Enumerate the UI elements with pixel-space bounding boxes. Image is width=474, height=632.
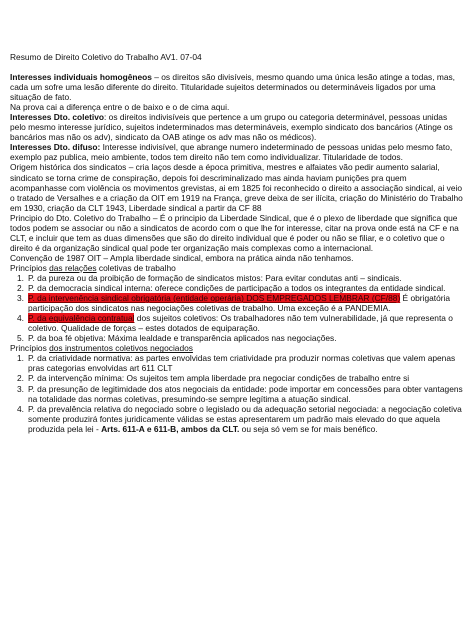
list-item <box>10 373 465 383</box>
section-heading-instrumentos <box>10 343 465 353</box>
list-item <box>10 353 465 373</box>
list-number: 4. <box>17 403 24 414</box>
list-relacoes <box>10 273 465 343</box>
heading-underlined: dos instrumentos coletivos negociados <box>49 343 193 354</box>
list-item-text: P. da intervenção mínima: Os sujeitos tem ampla liberdade pra negociar condições de trabalho entre si <box>28 373 410 384</box>
list-item-text: ou seja só vem se for mais benéfico. <box>239 423 378 434</box>
term-individuais: Interesses individuais homogêneos <box>10 72 152 83</box>
paragraph-convencao: Convenção de 1987 OIT – Ampla liberdade sindical, embora na prática ainda não tenhamos. <box>10 252 354 263</box>
document-title: Resumo de Direito Coletivo do Trabalho AV1. 07-04 <box>10 52 202 62</box>
paragraph-origem: Origem histórica dos sindicatos – cria laços desde a época primitiva, mestres e alfaiates vão pedir aumento salarial, sindicato se torna crime de conspiração, depois foi descriminalizado mas ainda haviam punições pra quem acompanhasse com violência os movimentos grevistas, ai em 1825 foi reconhecido o direito a associação sindical, ai veio o tratado de Versalhes e a criação da OIT em 1919 na França, greve deixa de ser ilícita, criação do Ministério do Trabalho em 1930, criação da CLT 1943, Liberdade sindical a partir da CF 88 <box>10 162 463 213</box>
heading-underlined: das relações <box>49 262 97 273</box>
list-item-text: P. da democracia sindical interna: oferece condições de participação a todos os integrantes da entidade sindical. <box>28 283 446 294</box>
paragraph-principio: Principio do Dto. Coletivo do Trabalho – É o principio da Liberdade Sindical, que é o plexo de liberdade que significa que todos podem se associar ou não a sindicatos de acordo com o que lhe for interesse, citar na prova onde está na CF e na CLT, e incluir que tem as duas dimensões que são do direito individual que é poder ou não se filiar, e o coletivo que o direito é da organização sindical qual pode ter organização mais complexas como a internacional. <box>10 212 459 253</box>
list-number: 5. <box>17 333 24 344</box>
list-instrumentos <box>10 353 465 433</box>
highlighted-text: P. da equivalência contratual <box>28 313 135 324</box>
paragraph-text: : os direitos indivisíveis que pertence a um grupo ou categoria determinável, pessoas unidas pelo mesmo interesse jurídico, sujeitos indeterminados mas determináveis, exemplo sindicato dos bancários (Atinge os bancários mas não os adv), sindicato da OAB atinge os adv mas não os médicos). <box>10 112 453 143</box>
paragraph-difuso <box>10 142 465 162</box>
list-item-text: dos sujeitos coletivos: Os trabalhadores não tem vulnerabilidade, já que representa o coletivo. Qualidade de forças – estes dotados de equiparação. <box>28 313 453 334</box>
list-item-text: P. da presunção de legitimidade dos atos negociais da entidade: pode importar em concessões para obter vantagens na totalidade das normas coletivas, presumindo-se sempre legítima a atuação sindical. <box>28 383 463 404</box>
list-item <box>10 283 465 293</box>
list-number: 2. <box>17 373 24 384</box>
document-body <box>10 52 465 434</box>
list-number: 4. <box>17 313 24 324</box>
list-item <box>10 273 465 283</box>
paragraph-individuais <box>10 72 465 102</box>
paragraph-coletivo <box>10 112 465 142</box>
paragraph-text: – os direitos são divisíveis, mesmo quando uma única lesão atinge a todas, mas, cada um sofre uma lesão diferente do direito. Titularidade sujeitos determinados ou determináveis ligados por uma situação de fato. <box>10 72 456 103</box>
term-difuso: Interesses Dto. difuso: <box>10 142 101 153</box>
list-item-text: P. da boa fé objetiva: Máxima lealdade e transparência aplicados nas negociações. <box>28 333 337 344</box>
list-number: 3. <box>17 383 24 394</box>
section-heading-relacoes <box>10 263 465 273</box>
list-item <box>10 384 465 404</box>
blank-line <box>10 62 465 72</box>
list-number: 2. <box>17 283 24 294</box>
list-item <box>10 293 465 313</box>
paragraph-text: Interesse indivisível, que abrange numero indeterminado de pessoas unidas pelo mesmo fato, exemplo paz publica, meio ambiente, todos tem direito não tem como individualizar. Titularidade de todos. <box>10 142 453 163</box>
heading-text: Princípios <box>10 343 50 354</box>
term-coletivo: Interesses Dto. coletivo <box>10 112 105 123</box>
list-item-text: P. da pureza ou da proibição de formação de sindicatos mistos: Para evitar condutas anti – sindicais. <box>28 272 402 283</box>
paragraph-prova-note: Na prova cai a diferença entre o de baixo e o de cima aqui. <box>10 102 230 113</box>
list-item-text: P. da prevalência relativa do negociado sobre o legislado ou da adequação setorial negociada: a negociação coletiva somente produzirá fontes juridicamente válidas se estas apresentarem um padrão mais elevado do que aquela produzida pela lei - <box>28 403 462 434</box>
list-item <box>10 404 465 434</box>
heading-text: Princípios <box>10 262 50 273</box>
list-item-text: P. da criatividade normativa: as partes envolvidas tem criatividade pra produzir normas coletivas que valem apenas pras categorias envolvidas art 611 CLT <box>28 353 456 374</box>
heading-text: coletivas de trabalho <box>96 262 176 273</box>
list-number: 3. <box>17 293 24 304</box>
list-number: 1. <box>17 353 24 364</box>
list-number: 1. <box>17 272 24 283</box>
list-item <box>10 333 465 343</box>
highlighted-text: P. da intervenência sindical obrigatória (entidade operária) DOS EMPREGADOS LEMBRAR (CF/88) <box>28 293 401 304</box>
bold-reference: Arts. 611-A e 611-B, ambos da CLT. <box>101 423 240 434</box>
list-item-text: É obrigatória participação dos sindicatos nas negociações coletivas de trabalho. Uma exceção é a PANDEMIA. <box>28 293 451 314</box>
list-item <box>10 313 465 333</box>
